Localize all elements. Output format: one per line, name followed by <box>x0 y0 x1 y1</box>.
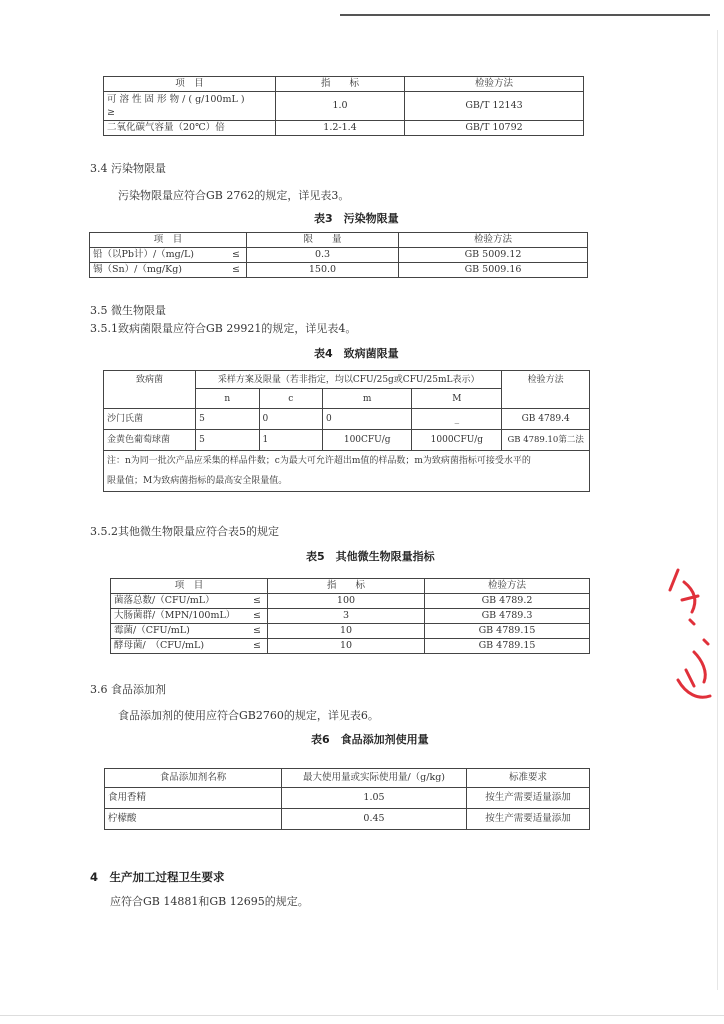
header-method: 检验方法 <box>399 233 588 248</box>
row-item <box>111 594 268 609</box>
row-value: 10 <box>268 639 425 654</box>
row-n: 5 <box>196 430 259 451</box>
row-item-label: 锡（Sn）/（mg/Kg) <box>93 264 183 275</box>
row-item: 二氧化碳气容量（20℃）倍 <box>104 121 276 136</box>
table-row <box>104 409 590 430</box>
additive-table <box>104 768 590 830</box>
header-method: 检验方法 <box>502 371 590 409</box>
table-row <box>111 594 590 609</box>
subheader-c: c <box>259 389 322 409</box>
header-item: 项 目 <box>111 579 268 594</box>
table-row <box>104 92 584 121</box>
pathogen-table <box>103 370 590 492</box>
row-item <box>111 609 268 624</box>
row-item <box>90 248 247 263</box>
row-m: 0 <box>322 409 411 430</box>
row-pathogen: 沙门氏菌 <box>104 409 196 430</box>
subheader-n: n <box>196 389 259 409</box>
header-method: 检验方法 <box>425 579 590 594</box>
section-text-4: 应符合GB 14881和GB 12695的规定。 <box>110 895 309 908</box>
header-limit: 限 量 <box>247 233 399 248</box>
row-method: GB/T 10792 <box>405 121 584 136</box>
row-method: GB 4789.10第二法 <box>502 430 590 451</box>
row-method: GB 4789.3 <box>425 609 590 624</box>
section-heading-4: 4 生产加工过程卫生要求 <box>90 870 225 884</box>
table-row <box>90 263 588 278</box>
subheader-M: M <box>412 389 502 409</box>
row-n: 5 <box>196 409 259 430</box>
header-method: 检验方法 <box>405 77 584 92</box>
subheader-m: m <box>322 389 411 409</box>
table-row <box>111 609 590 624</box>
row-standard: 按生产需要适量添加 <box>467 788 590 809</box>
row-item-label: 可 溶 性 固 形 物 / ( g/100mL ) <box>107 94 245 105</box>
table5-caption: 表5 其他微生物限量指标 <box>306 550 435 563</box>
row-M: 1000CFU/g <box>412 430 502 451</box>
row-pathogen: 金黄色葡萄球菌 <box>104 430 196 451</box>
row-item-label: 霉菌/（CFU/mL) <box>114 625 190 636</box>
row-value: 0.3 <box>247 248 399 263</box>
page-bottom-edge <box>0 1015 724 1016</box>
row-additive: 食用香精 <box>105 788 282 809</box>
table-header-row <box>104 77 584 92</box>
row-value: 10 <box>268 624 425 639</box>
row-item-comparator: ≥ <box>107 107 115 118</box>
red-seal-fragment <box>664 560 724 710</box>
section-heading-3-6: 3.6 食品添加剂 <box>90 683 166 696</box>
page-top-rule <box>340 14 710 16</box>
row-method: GB 4789.2 <box>425 594 590 609</box>
row-c: 1 <box>259 430 322 451</box>
row-standard: 按生产需要适量添加 <box>467 809 590 830</box>
table-note-line-1: 注：n为同一批次产品应采集的样品件数；c为最大可允许超出m值的样品数；m为致病菌指标可接受水平的 <box>107 456 531 466</box>
header-index: 指 标 <box>268 579 425 594</box>
section-text-3-4: 污染物限量应符合GB 2762的规定，详见表3。 <box>118 189 350 202</box>
row-usage: 0.45 <box>282 809 467 830</box>
row-item <box>104 92 276 121</box>
table-header-row <box>105 769 590 788</box>
header-usage: 最大使用量或实际使用量/（g/kg) <box>282 769 467 788</box>
row-item <box>111 624 268 639</box>
section-heading-3-4: 3.4 污染物限量 <box>90 162 166 175</box>
table-row <box>105 809 590 830</box>
section-text-3-5-1: 3.5.1致病菌限量应符合GB 29921的规定，详见表4。 <box>90 322 357 335</box>
row-method: GB 5009.12 <box>399 248 588 263</box>
row-method: GB 4789.4 <box>502 409 590 430</box>
row-M: _ <box>412 409 502 430</box>
row-comparator: ≤ <box>232 264 240 275</box>
row-item-label: 菌落总数/（CFU/mL） <box>114 595 215 606</box>
table4-caption: 表4 致病菌限量 <box>314 347 399 360</box>
header-sampling-plan: 采样方案及限量（若非指定，均以CFU/25g或CFU/25mL表示） <box>196 371 502 389</box>
row-comparator: ≤ <box>253 595 261 606</box>
table-row <box>111 639 590 654</box>
row-value: 1.0 <box>276 92 405 121</box>
table-header-row <box>90 233 588 248</box>
header-item: 项 目 <box>90 233 247 248</box>
row-method: GB 5009.16 <box>399 263 588 278</box>
header-pathogen: 致病菌 <box>104 371 196 409</box>
row-comparator: ≤ <box>232 249 240 260</box>
table-note <box>104 451 590 492</box>
table6-caption: 表6 食品添加剂使用量 <box>311 733 429 746</box>
section-heading-3-5: 3.5 微生物限量 <box>90 304 166 317</box>
microbe-table <box>110 578 590 654</box>
row-c: 0 <box>259 409 322 430</box>
row-item <box>111 639 268 654</box>
row-value: 150.0 <box>247 263 399 278</box>
row-usage: 1.05 <box>282 788 467 809</box>
table-note-line-2: 限量值；M为致病菌指标的最高安全限量值。 <box>107 476 288 486</box>
row-additive: 柠檬酸 <box>105 809 282 830</box>
row-value: 1.2-1.4 <box>276 121 405 136</box>
row-method: GB 4789.15 <box>425 639 590 654</box>
table-row <box>105 788 590 809</box>
row-comparator: ≤ <box>253 640 261 651</box>
header-standard: 标准要求 <box>467 769 590 788</box>
row-item-label: 大肠菌群/（MPN/100mL） <box>114 610 236 621</box>
page-edge-line <box>717 30 718 990</box>
section-text-3-5-2: 3.5.2其他微生物限量应符合表5的规定 <box>90 525 279 538</box>
table-row <box>104 430 590 451</box>
table-header-row <box>104 371 590 389</box>
row-item-label: 酵母菌/ （CFU/mL) <box>114 640 205 651</box>
row-m: 100CFU/g <box>322 430 411 451</box>
header-item: 项 目 <box>104 77 276 92</box>
table-note-row <box>104 451 590 492</box>
table-row <box>111 624 590 639</box>
row-item-label: 铅（以Pb计）/（mg/L) <box>93 249 194 260</box>
row-item <box>90 263 247 278</box>
row-comparator: ≤ <box>253 610 261 621</box>
row-method: GB/T 12143 <box>405 92 584 121</box>
contaminant-table <box>89 232 588 278</box>
table-row <box>104 121 584 136</box>
table3-caption: 表3 污染物限量 <box>314 212 399 225</box>
table-row <box>90 248 588 263</box>
header-index: 指 标 <box>276 77 405 92</box>
quality-index-table <box>103 76 584 136</box>
row-value: 3 <box>268 609 425 624</box>
row-value: 100 <box>268 594 425 609</box>
header-additive: 食品添加剂名称 <box>105 769 282 788</box>
row-method: GB 4789.15 <box>425 624 590 639</box>
row-comparator: ≤ <box>253 625 261 636</box>
section-text-3-6: 食品添加剂的使用应符合GB2760的规定，详见表6。 <box>118 709 379 722</box>
table-header-row <box>111 579 590 594</box>
